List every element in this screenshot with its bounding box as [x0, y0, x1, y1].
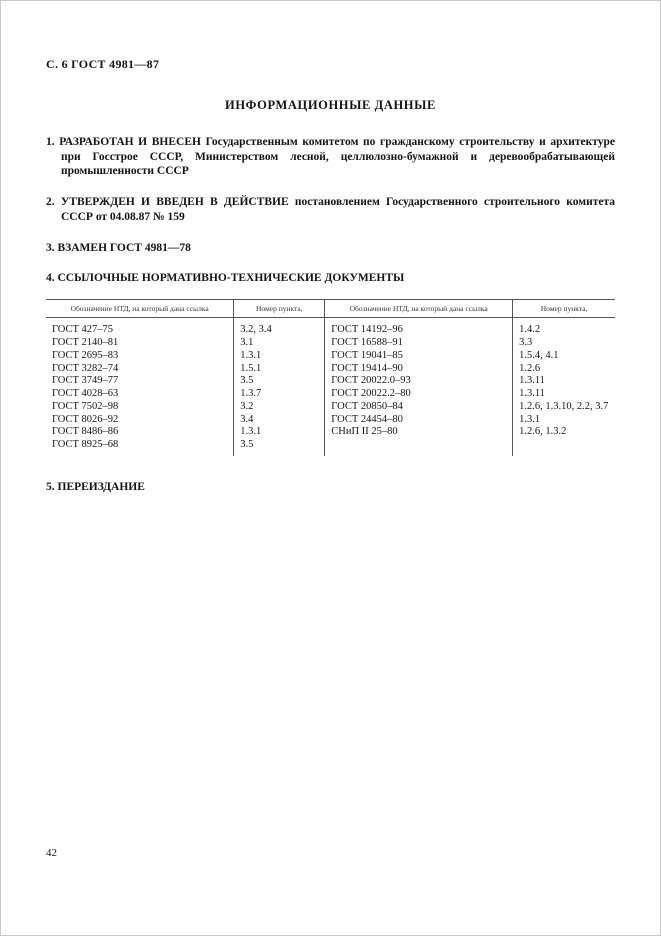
clause-number-cell: 3.5: [234, 375, 325, 388]
ntd-designation-cell: ГОСТ 16588–91: [325, 337, 513, 350]
table-row: [46, 439, 615, 456]
ntd-designation-cell: ГОСТ 4028–63: [52, 388, 119, 400]
clause-number-cell: [513, 439, 615, 456]
ntd-designation-cell: ГОСТ 8026–92: [52, 413, 119, 425]
item-number: 5.: [46, 480, 55, 493]
ntd-designation-cell: ГОСТ 8925–68: [52, 439, 119, 451]
clause-number-cell: 3.4: [234, 413, 325, 426]
clause-number-cell: 1.3.11: [513, 375, 615, 388]
clause-number-cell: 1.5.4, 4.1: [513, 349, 615, 362]
table-row: [46, 318, 615, 337]
clause-number-cell: 1.2.6, 1.3.10, 2.2, 3.7: [513, 400, 615, 413]
clause-number-cell: 3.2, 3.4: [234, 318, 325, 337]
clause-number-cell: 3.2: [234, 400, 325, 413]
page-number: 42: [46, 847, 57, 859]
list-item-2: [46, 195, 615, 224]
table-header-row: [46, 300, 615, 318]
item-number: 4.: [46, 272, 55, 285]
references-table: [46, 299, 615, 456]
clause-number-cell: 3.3: [513, 337, 615, 350]
ntd-designation-cell: ГОСТ 14192–96: [325, 318, 513, 337]
item-number: 3.: [46, 241, 55, 254]
list-item-1: [46, 135, 615, 179]
ntd-designation-cell: ГОСТ 24454–80: [325, 413, 513, 426]
table-row: [46, 349, 615, 362]
table-header-ntd-right: Обозначение НТД, на который дана ссылка: [325, 300, 513, 318]
ntd-designation-cell: СНиП II 25–80: [325, 426, 513, 439]
item-text: РАЗРАБОТАН И ВНЕСЕН Государственным комитетом по гражданскому строительству и архитектуре при Госстрое СССР, Министерством лесной, целлюлозно-бумажной и деревообрабатывающей промышленности СССР: [59, 136, 615, 178]
clause-number-cell: 1.3.1: [234, 426, 325, 439]
ntd-designation-cell: ГОСТ 7502–98: [52, 400, 119, 412]
ntd-designation-cell: ГОСТ 427–75: [52, 324, 114, 336]
document-title: ИНФОРМАЦИОННЫЕ ДАННЫЕ: [225, 98, 436, 112]
ntd-designation-cell: ГОСТ 8486–86: [52, 426, 119, 438]
list-item-3: [46, 241, 615, 256]
item-text: УТВЕРЖДЕН И ВВЕДЕН В ДЕЙСТВИЕ постановлением Государственного строительного комитета СССР от 04.08.87 № 159: [60, 196, 616, 223]
clause-number-cell: 1.5.1: [234, 362, 325, 375]
table-header-clause-right: Номер пункта,: [513, 300, 615, 318]
table-row: [46, 426, 615, 439]
clause-number-cell: 1.4.2: [513, 318, 615, 337]
table-row: [46, 375, 615, 388]
page-header: С. 6 ГОСТ 4981—87: [46, 57, 160, 71]
clause-number-cell: 3.1: [234, 337, 325, 350]
table-header-ntd-left: Обозначение НТД, на который дана ссылка: [46, 300, 234, 318]
table-row: [46, 362, 615, 375]
clause-number-cell: 1.3.1: [513, 413, 615, 426]
item-text: ВЗАМЕН ГОСТ 4981—78: [57, 241, 191, 254]
ntd-designation-cell: ГОСТ 19414–90: [325, 362, 513, 375]
table-row: [46, 388, 615, 401]
page-content: [1, 57, 660, 495]
ntd-designation-cell: ГОСТ 3749–77: [52, 375, 119, 387]
ntd-designation-cell: ГОСТ 20022.2–80: [325, 388, 513, 401]
ntd-designation-cell: ГОСТ 2695–83: [52, 349, 119, 361]
item-number: 2.: [46, 196, 55, 209]
table-header-clause-left: Номер пункта,: [234, 300, 325, 318]
ntd-designation-cell: ГОСТ 19041–85: [325, 349, 513, 362]
ntd-designation-cell: ГОСТ 20850–84: [325, 400, 513, 413]
ntd-designation-cell: [325, 439, 513, 456]
ntd-designation-cell: ГОСТ 20022.0–93: [325, 375, 513, 388]
table-row: [46, 400, 615, 413]
item-text: ССЫЛОЧНЫЕ НОРМАТИВНО-ТЕХНИЧЕСКИЕ ДОКУМЕНТЫ: [57, 272, 405, 285]
clause-number-cell: 1.3.1: [234, 349, 325, 362]
list-item-5: [46, 480, 615, 495]
clause-number-cell: 1.2.6, 1.3.2: [513, 426, 615, 439]
item-text: ПЕРЕИЗДАНИЕ: [57, 480, 145, 493]
ntd-table-body: [46, 318, 615, 456]
item-number: 1.: [46, 136, 55, 148]
ntd-designation-cell: ГОСТ 3282–74: [52, 362, 119, 374]
clause-number-cell: 1.3.7: [234, 388, 325, 401]
clause-number-cell: 1.2.6: [513, 362, 615, 375]
table-row: [46, 413, 615, 426]
clause-number-cell: 3.5: [234, 439, 325, 456]
ntd-designation-cell: ГОСТ 2140–81: [52, 337, 119, 349]
clause-number-cell: 1.3.11: [513, 388, 615, 401]
table-row: [46, 337, 615, 350]
list-item-4: [46, 271, 615, 286]
references-table-header: [46, 300, 615, 318]
